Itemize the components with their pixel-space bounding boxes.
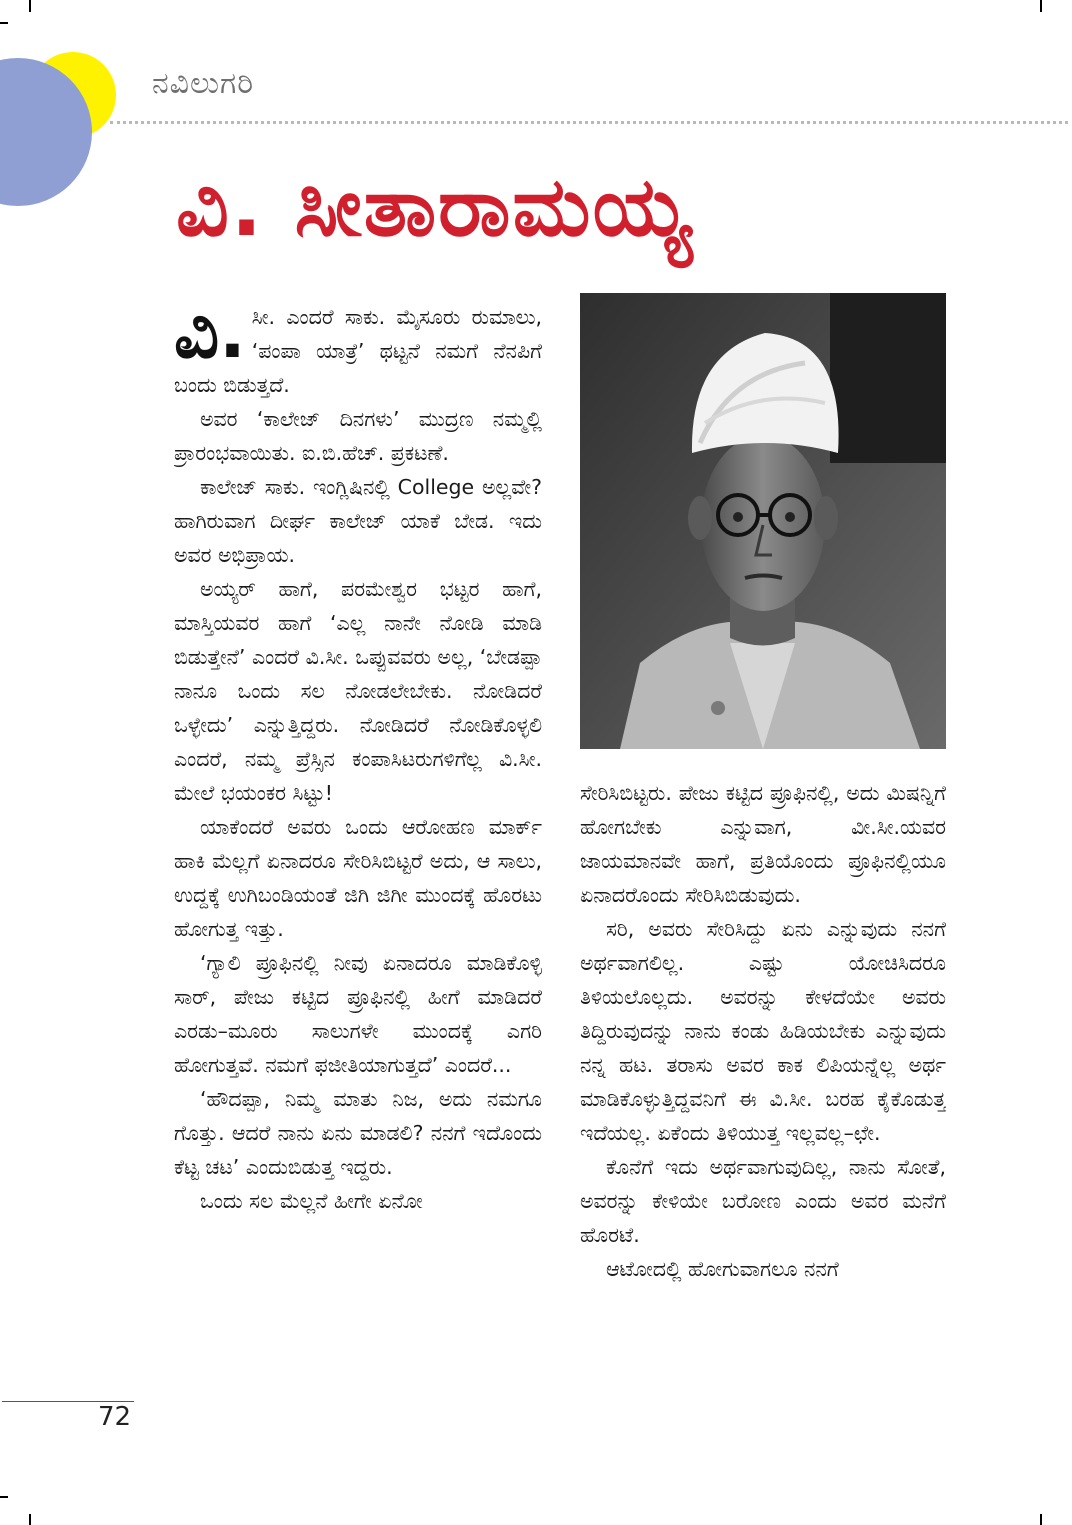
paragraph: ‘ಗ್ಯಾಲಿ ಪ್ರೂಫಿನಲ್ಲಿ ನೀವು ಏನಾದರೂ ಮಾಡಿಕೊಳ್ಳಿ ಸಾರ್, ಪೇಜು ಕಟ್ಟಿದ ಪ್ರೂಫಿನಲ್ಲಿ ಹೀಗೆ ಮಾಡಿದರೆ ಎರಡು–ಮೂರು ಸಾಲುಗಳೇ ಮುಂದಕ್ಕೆ ಎಗರಿ ಹೋಗುತ್ತವೆ. ನಮಗೆ ಫಜೀತಿಯಾಗುತ್ತದೆ’ ಎಂದರೆ...	[174, 951, 542, 1077]
crop-mark-left-top	[0, 22, 8, 24]
paragraph-text: ಸೀ. ಎಂದರೆ ಸಾಕು. ಮೈಸೂರು ರುಮಾಲು, ‘ಪಂಪಾ ಯಾತ್ರೆ’ ಥಟ್ಟನೆ ನಮಗೆ ನೆನಪಿಗೆ ಬಂದು ಬಿಡುತ್ತದೆ.	[174, 305, 542, 397]
paragraph: ಕಾಲೇಜ್ ಸಾಕು. ಇಂಗ್ಲಿಷಿನಲ್ಲಿ College ಅಲ್ಲವೇ? ಹಾಗಿರುವಾಗ ದೀರ್ಘ ಕಾಲೇಜ್ ಯಾಕೆ ಬೇಡ. ಇದು ಅವರ ಅಭಿಪ್ರಾಯ.	[174, 475, 542, 567]
crop-mark-left-bottom	[0, 1496, 8, 1498]
section-label: ನವಿಲುಗರಿ	[152, 66, 255, 101]
paragraph: ಆಟೋದಲ್ಲಿ ಹೋಗುವಾಗಲೂ ನನಗೆ	[606, 1257, 839, 1281]
dotted-divider	[110, 121, 1068, 124]
paragraph: ಅವರ ‘ಕಾಲೇಜ್ ದಿನಗಳು’ ಮುದ್ರಣ ನಮ್ಮಲ್ಲಿ ಪ್ರಾರಂಭವಾಯಿತು. ಐ.ಬಿ.ಹೆಚ್. ಪ್ರಕಟಣೆ.	[174, 407, 542, 465]
paragraph: ಅಯ್ಯರ್ ಹಾಗೆ, ಪರಮೇಶ್ವರ ಭಟ್ಟರ ಹಾಗೆ, ಮಾಸ್ತಿಯವರ ಹಾಗೆ ‘ಎಲ್ಲ ನಾನೇ ನೋಡಿ ಮಾಡಿ ಬಿಡುತ್ತೇನೆ’ ಎಂದರೆ ವಿ.ಸೀ. ಒಪ್ಪುವವರು ಅಲ್ಲ, ‘ಬೇಡಪ್ಪಾ ನಾನೂ ಒಂದು ಸಲ ನೋಡಲೇಬೇಕು. ನೋಡಿದರೆ ಒಳ್ಳೇದು’ ಎನ್ನುತ್ತಿದ್ದರು. ನೋಡಿದರೆ ನೋಡಿಕೊಳ್ಳಲಿ ಎಂದರೆ, ನಮ್ಮ ಪ್ರೆಸ್ಸಿನ ಕಂಪಾಸಿಟರುಗಳಿಗೆಲ್ಲ ವಿ.ಸೀ. ಮೇಲೆ ಭಯಂಕರ ಸಿಟ್ಟು!	[174, 577, 542, 805]
drop-cap: ವಿ.	[174, 300, 246, 374]
paragraph: ಒಂದು ಸಲ ಮೆಲ್ಲನೆ ಹೀಗೇ ಏನೋ	[200, 1189, 423, 1213]
paragraph: ಯಾಕೆಂದರೆ ಅವರು ಒಂದು ಆರೋಹಣ ಮಾರ್ಕ್ ಹಾಕಿ ಮೆಲ್ಲಗೆ ಏನಾದರೂ ಸೇರಿಸಿಬಿಟ್ಟರೆ ಅದು, ಆ ಸಾಲು, ಉದ್ದಕ್ಕೆ ಉಗಿಬಂಡಿಯಂತೆ ಜಿಗಿ ಜಿಗೀ ಮುಂದಕ್ಕೆ ಹೊರಟು ಹೋಗುತ್ತ ಇತ್ತು.	[174, 815, 542, 941]
portrait-illustration	[580, 293, 946, 749]
article-column-right	[580, 776, 946, 1388]
crop-mark-bottom-left	[29, 1514, 31, 1525]
crop-mark-top-right	[1040, 0, 1042, 12]
portrait-photo	[580, 293, 946, 749]
crop-mark-top-left	[29, 0, 31, 12]
paragraph: ‘ಹೌದಪ್ಪಾ, ನಿಮ್ಮ ಮಾತು ನಿಜ, ಅದು ನಮಗೂ ಗೊತ್ತು. ಆದರೆ ನಾನು ಏನು ಮಾಡಲಿ? ನನಗೆ ಇದೊಂದು ಕೆಟ್ಟ ಚಟ’ ಎಂದುಬಿಡುತ್ತ ಇದ್ದರು.	[174, 1087, 542, 1179]
article-title: ವಿ. ಸೀತಾರಾಮಯ್ಯ	[176, 160, 694, 255]
crop-mark-bottom-right	[1040, 1514, 1042, 1525]
paragraph	[174, 300, 542, 402]
paragraph: ಸೇರಿಸಿಬಿಟ್ಟರು. ಪೇಜು ಕಟ್ಟಿದ ಪ್ರೂಫಿನಲ್ಲಿ, ಅದು ಮಿಷನ್ನಿಗೆ ಹೋಗಬೇಕು ಎನ್ನುವಾಗ, ವೀ.ಸೀ.ಯವರ ಜಾಯಮಾನವೇ ಹಾಗೆ, ಪ್ರತಿಯೊಂದು ಪ್ರೂಫಿನಲ್ಲಿಯೂ ಏನಾದರೊಂದು ಸೇರಿಸಿಬಿಡುವುದು.	[580, 781, 946, 907]
paragraph: ಸರಿ, ಅವರು ಸೇರಿಸಿದ್ದು ಏನು ಎನ್ನುವುದು ನನಗೆ ಅರ್ಥವಾಗಲಿಲ್ಲ. ಎಷ್ಟು ಯೋಚಿಸಿದರೂ ತಿಳಿಯಲೊಲ್ಲದು. ಅವರನ್ನು ಕೇಳದೆಯೇ ಅವರು ತಿದ್ದಿರುವುದನ್ನು ನಾನು ಕಂಡು ಹಿಡಿಯಬೇಕು ಎನ್ನುವುದು ನನ್ನ ಹಟ. ತರಾಸು ಅವರ ಕಾಕ ಲಿಪಿಯನ್ನೆಲ್ಲ ಅರ್ಥ ಮಾಡಿಕೊಳ್ಳುತ್ತಿದ್ದವನಿಗೆ ಈ ವಿ.ಸೀ. ಬರಹ ಕೈಕೊಡುತ್ತ ಇದೆಯಲ್ಲ. ಏಕೆಂದು ತಿಳಿಯುತ್ತ ಇಲ್ಲವಲ್ಲ–ಛೇ.	[580, 917, 946, 1145]
paragraph: ಕೊನೆಗೆ ಇದು ಅರ್ಥವಾಗುವುದಿಲ್ಲ, ನಾನು ಸೋತೆ, ಅವರನ್ನು ಕೇಳಿಯೇ ಬರೋಣ ಎಂದು ಅವರ ಮನೆಗೆ ಹೊರಟೆ.	[580, 1155, 946, 1247]
page-number: 72	[98, 1402, 132, 1432]
article-column-left	[174, 300, 542, 1390]
coat-button-icon	[711, 701, 725, 715]
